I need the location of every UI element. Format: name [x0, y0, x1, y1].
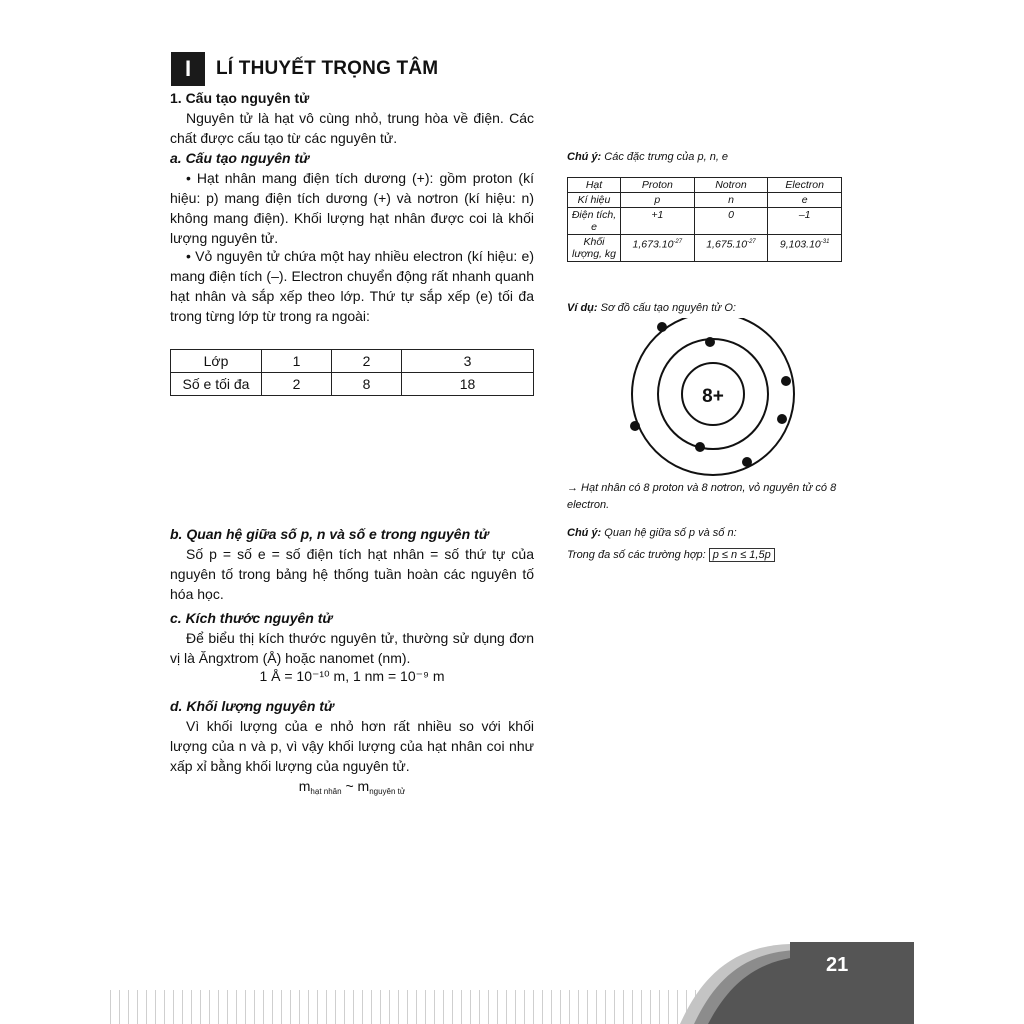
heading-1: 1. Cấu tạo nguyên tử	[170, 90, 310, 106]
nucleus-paragraph: • Hạt nhân mang điện tích dương (+): gồm proton (kí hiệu: p) mang điện tích dương (+) và nơtron (kí hiệu: n) không mang điện). Khối lượng hạt nhân được coi là khối lượng nguyên tử.	[170, 170, 534, 246]
table-cell: Số e tối đa	[171, 373, 262, 396]
heading-d: d. Khối lượng nguyên tử	[170, 698, 334, 714]
table-cell: 2	[262, 373, 332, 396]
table-cell: 2	[332, 350, 402, 373]
heading-c: c. Kích thước nguyên tử	[170, 610, 333, 626]
page-number-panel	[790, 942, 914, 1024]
table-cell: Điện tích, e	[568, 208, 621, 235]
table-cell: e	[768, 193, 842, 208]
table-row	[171, 350, 534, 373]
mass-approx-formula	[170, 778, 534, 796]
table-cell	[621, 235, 695, 262]
mass-symbol: m	[298, 778, 311, 794]
heading-b: b. Quan hệ giữa số p, n và số e trong nguyên tử	[170, 526, 489, 542]
note-characteristics	[567, 151, 728, 163]
table-row	[171, 373, 534, 396]
table-cell: 0	[694, 208, 768, 235]
table-cell: 1	[262, 350, 332, 373]
note-text: Các đặc trưng của p, n, e	[601, 151, 729, 163]
exponent: -27	[747, 239, 756, 245]
table-row	[568, 208, 842, 235]
mass-symbol: m	[357, 778, 370, 794]
electron-dot	[695, 442, 705, 452]
shell-capacity-table	[170, 349, 534, 396]
table-cell	[694, 235, 768, 262]
table-cell: Proton	[621, 178, 695, 193]
note-label: Chú ý:	[567, 151, 602, 163]
page-number: 21	[826, 954, 849, 976]
table-cell: Hạt	[568, 178, 621, 193]
note-text: Quan hệ giữa số p và số n:	[601, 527, 737, 539]
table-row	[568, 193, 842, 208]
mass-electron: 9,103.10	[779, 238, 821, 251]
inequality-box: p ≤ n ≤ 1,5p	[709, 548, 775, 562]
table-cell: Lớp	[171, 350, 262, 373]
exponent: -31	[820, 239, 830, 245]
electron-dot	[657, 322, 667, 332]
page-corner-decoration	[680, 940, 914, 1024]
table-row	[568, 235, 842, 262]
table-cell: Kí hiệu	[568, 193, 621, 208]
example-label: Ví dụ:	[567, 302, 598, 314]
example-result: → Hạt nhân có 8 proton và 8 nơtron, vỏ nguyên tử có 8 electron.	[567, 482, 837, 511]
relation-paragraph: Số p = số e = số điện tích hạt nhân = số thứ tự của nguyên tố trong bảng hệ thống tuần hoàn các nguyên tố hóa học.	[170, 546, 534, 602]
subscript-atom: nguyên tử	[369, 787, 406, 796]
mass-proton: 1,673.10	[632, 238, 674, 251]
unit-formula: 1 Å = 10⁻¹⁰ m, 1 nm = 10⁻⁹ m	[259, 668, 445, 684]
table-cell: Notron	[694, 178, 768, 193]
shell-paragraph: • Vỏ nguyên tử chứa một hay nhiều electron (kí hiệu: e) mang điện tích (–). Electron chuyển động rất nhanh quanh hạt nhân và sắp xếp theo lớp. Thứ tự sắp xếp (e) tối đa trong từng lớp từ trong ra ngoài:	[170, 248, 534, 324]
table-cell	[768, 235, 842, 262]
table-cell: Khối lượng, kg	[568, 235, 621, 262]
section-title: LÍ THUYẾT TRỌNG TÂM	[216, 58, 439, 79]
table-cell: n	[694, 193, 768, 208]
section-badge: I	[171, 52, 205, 86]
table-cell: Electron	[768, 178, 842, 193]
electron-dot	[781, 376, 791, 386]
nucleus-charge-label: 8+	[702, 386, 724, 407]
note-p-n-relation	[567, 527, 737, 539]
exponent: -27	[673, 239, 683, 245]
oxygen-atom-diagram	[620, 318, 810, 478]
intro-paragraph: Nguyên tử là hạt vô cùng nhỏ, trung hòa về điện. Các chất được cấu tạo từ các nguyên tử.	[170, 110, 534, 146]
mass-neutron: 1,675.10	[706, 238, 748, 251]
subscript-nucleus: hạt nhân	[310, 787, 342, 796]
table-cell: 3	[402, 350, 534, 373]
inequality-lead: Trong đa số các trường hợp:	[567, 549, 709, 561]
table-cell: 18	[402, 373, 534, 396]
table-cell: –1	[768, 208, 842, 235]
heading-a: a. Cấu tạo nguyên tử	[170, 150, 310, 166]
note-label: Chú ý:	[567, 527, 602, 539]
mass-paragraph: Vì khối lượng của e nhỏ hơn rất nhiều so với khối lượng của n và p, vì vậy khối lượng của hạt nhân coi như xấp xỉ bằng khối lượng của nguyên tử.	[170, 718, 534, 774]
approx-sign: ~	[341, 778, 358, 794]
table-cell: p	[621, 193, 695, 208]
electron-dot	[705, 337, 715, 347]
table-cell: +1	[621, 208, 695, 235]
table-cell: 8	[332, 373, 402, 396]
particle-table	[567, 177, 842, 262]
electron-dot	[777, 414, 787, 424]
size-paragraph: Để biểu thị kích thước nguyên tử, thường sử dụng đơn vị là Ăngxtrom (Å) hoặc nanomet (nm).	[170, 630, 534, 666]
electron-dot	[742, 457, 752, 467]
example-caption	[567, 302, 736, 314]
table-row	[568, 178, 842, 193]
example-text: Sơ đồ cấu tạo nguyên tử O:	[597, 302, 736, 314]
p-n-inequality	[567, 549, 775, 561]
electron-dot	[630, 421, 640, 431]
